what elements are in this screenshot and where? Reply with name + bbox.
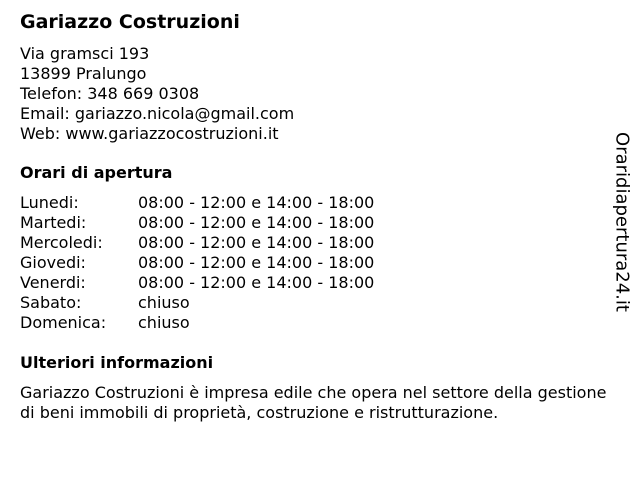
time-value: 08:00 - 12:00 e 14:00 - 18:00 xyxy=(138,273,375,292)
company-name: Gariazzo Costruzioni xyxy=(20,11,240,33)
opening-hours-table xyxy=(20,193,610,333)
time-value: 08:00 - 12:00 e 14:00 - 18:00 xyxy=(138,253,375,272)
day-label: Domenica: xyxy=(20,313,107,332)
hours-row-friday xyxy=(20,273,610,293)
day-label: Martedi: xyxy=(20,213,87,232)
time-value: chiuso xyxy=(138,293,190,312)
day-label: Lunedi: xyxy=(20,193,79,212)
additional-info-text: Gariazzo Costruzioni è impresa edile che opera nel settore della gestione di beni immobili di proprietà, costruzione e ristrutturazione. xyxy=(20,383,607,422)
site-watermark: Oraridiapertura24.it xyxy=(611,132,633,312)
address-city: 13899 Pralungo xyxy=(20,64,147,83)
hours-row-sunday xyxy=(20,313,610,333)
hours-row-tuesday xyxy=(20,213,610,233)
additional-info-heading: Ulteriori informazioni xyxy=(20,353,214,372)
time-value: 08:00 - 12:00 e 14:00 - 18:00 xyxy=(138,233,375,252)
day-label: Sabato: xyxy=(20,293,82,312)
address-street: Via gramsci 193 xyxy=(20,44,150,63)
time-value: 08:00 - 12:00 e 14:00 - 18:00 xyxy=(138,213,375,232)
opening-hours-heading: Orari di apertura xyxy=(20,163,173,182)
hours-row-thursday xyxy=(20,253,610,273)
contact-block xyxy=(20,44,610,144)
time-value: chiuso xyxy=(138,313,190,332)
business-card xyxy=(20,10,610,423)
time-value: 08:00 - 12:00 e 14:00 - 18:00 xyxy=(138,193,375,212)
hours-row-saturday xyxy=(20,293,610,313)
day-label: Mercoledi: xyxy=(20,233,103,252)
hours-row-wednesday xyxy=(20,233,610,253)
hours-row-monday xyxy=(20,193,610,213)
day-label: Giovedi: xyxy=(20,253,86,272)
website-link[interactable]: Web: www.gariazzocostruzioni.it xyxy=(20,124,279,143)
email-address[interactable]: Email: gariazzo.nicola@gmail.com xyxy=(20,104,295,123)
day-label: Venerdi: xyxy=(20,273,86,292)
phone-number[interactable]: Telefon: 348 669 0308 xyxy=(20,84,200,103)
